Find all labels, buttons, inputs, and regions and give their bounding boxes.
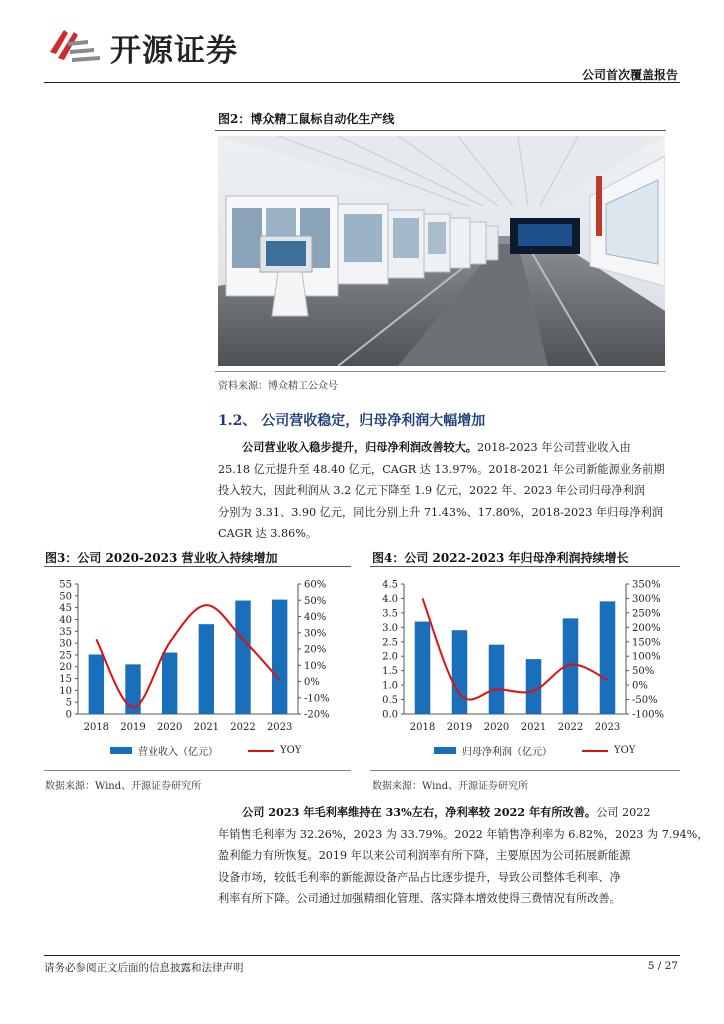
chart1-left-tick-label: 55 bbox=[59, 579, 72, 591]
chart2-left-tick-label: 2.5 bbox=[382, 637, 398, 649]
paragraph-margin-line4: 设备市场，较低毛利率的新能源设备产品占比逐步提升，导致公司整体毛利率、净 bbox=[218, 870, 621, 884]
production-line-photo bbox=[218, 136, 665, 366]
chart1-right-tick-label: 40% bbox=[304, 612, 327, 623]
chart2-bar bbox=[600, 601, 616, 714]
paragraph-revenue-line4: 分别为 3.31、3.90 亿元，同比分别上升 71.43%、17.80%，2018-2023 年归母净利润 bbox=[218, 505, 664, 519]
chart1-x-tick-label: 2018 bbox=[83, 722, 110, 733]
chart2-left-tick-label: 4.5 bbox=[382, 579, 398, 591]
chart2-x-tick-label: 2018 bbox=[409, 722, 436, 733]
company-name: 开源证券 bbox=[110, 33, 238, 69]
chart1-right-tick-label: 20% bbox=[304, 644, 327, 656]
chart2-x-tick-label: 2022 bbox=[557, 722, 584, 733]
chart2-bar bbox=[489, 645, 505, 714]
figure3-source: 数据来源：Wind、开源证券研究所 bbox=[45, 781, 202, 792]
chart2-legend-bar-label: 归母净利润（亿元） bbox=[462, 747, 552, 758]
chart2-left-tick-label: 3.0 bbox=[382, 622, 398, 634]
chart2-x-tick-label: 2020 bbox=[483, 722, 510, 733]
figure4-title: 图4：公司 2022-2023 年归母净利润持续增长 bbox=[372, 551, 629, 565]
chart1-left-tick-label: 40 bbox=[59, 614, 72, 626]
figure4-bottom-rule bbox=[370, 770, 680, 771]
chart1-left-tick-label: 25 bbox=[59, 650, 72, 662]
chart1-x-tick-label: 2019 bbox=[120, 722, 146, 733]
paragraph-margin-lead: 公司 2023 年毛利率维持在 33%左右，净利率较 2022 年有所改善。 bbox=[242, 805, 597, 819]
chart1-bar bbox=[89, 654, 104, 714]
chart1-bar bbox=[199, 624, 214, 714]
chart2-right-tick-label: 50% bbox=[632, 666, 655, 678]
chart2-legend bbox=[434, 743, 635, 758]
paragraph-revenue bbox=[218, 437, 680, 545]
chart2-left-tick-label: 3.5 bbox=[382, 608, 398, 620]
chart1-right-tick-label: 30% bbox=[304, 628, 327, 640]
chart2-yoy-line bbox=[423, 598, 608, 699]
chart2-x-tick-label: 2021 bbox=[520, 722, 547, 733]
revenue-chart bbox=[44, 572, 354, 768]
chart1-left-tick-label: 30 bbox=[59, 638, 72, 650]
paragraph-margin-line5: 利率有所下降。公司通过加强精细化管理、落实降本增效使得三费情况有所改善。 bbox=[218, 892, 621, 905]
chart2-right-tick-label: 350% bbox=[632, 579, 661, 591]
chart2-bar bbox=[526, 659, 542, 714]
chart2-bar bbox=[452, 630, 468, 714]
chart1-x-tick-label: 2021 bbox=[193, 722, 220, 733]
figure4-source: 数据来源：Wind、开源证券研究所 bbox=[372, 781, 529, 792]
chart2-left-tick-label: 0.0 bbox=[382, 709, 398, 721]
chart1-legend-bar-swatch bbox=[110, 747, 132, 754]
chart1-right-tick-label: 10% bbox=[304, 660, 327, 672]
chart2-right-tick-label: -50% bbox=[632, 695, 658, 707]
figure2-bottom-rule bbox=[215, 371, 666, 372]
chart2-legend-line-swatch bbox=[582, 750, 608, 752]
chart2-left-tick-label: 1.5 bbox=[382, 666, 398, 678]
chart2-left-tick-label: 2.0 bbox=[382, 651, 398, 663]
footer-disclaimer: 请务必参阅正文后面的信息披露和法律声明 bbox=[44, 962, 244, 974]
chart1-left-tick-label: 5 bbox=[65, 697, 72, 709]
figure4-rule bbox=[370, 566, 680, 567]
chart1-right-tick-label: 60% bbox=[304, 579, 327, 591]
net-profit-chart bbox=[370, 572, 682, 768]
chart2-right-tick-label: 0% bbox=[632, 680, 648, 692]
chart1-bar bbox=[235, 601, 250, 714]
header-rule bbox=[44, 82, 680, 83]
paragraph-revenue-lead: 公司营业收入稳步提升，归母净利润改善较大。 bbox=[242, 440, 477, 454]
chart1-yoy-line bbox=[96, 605, 279, 707]
chart2-x-tick-label: 2023 bbox=[594, 722, 621, 733]
chart1-left-tick-label: 15 bbox=[59, 674, 72, 686]
footer-rule bbox=[44, 955, 680, 956]
chart1-x-tick-label: 2022 bbox=[230, 722, 256, 733]
chart1-legend-bar-label: 营业收入（亿元） bbox=[138, 747, 218, 758]
chart1-right-tick-label: 0% bbox=[304, 677, 320, 688]
chart1-legend-line-label: YOY bbox=[280, 745, 302, 756]
chart1-right-tick-label: 50% bbox=[304, 595, 327, 607]
chart1-left-tick-label: 35 bbox=[59, 626, 72, 638]
paragraph-margin-line2: 年销售毛利率为 32.26%，2023 为 33.79%。2022 年销售净利率为 6.82%，2023 为 7.94%， bbox=[218, 827, 709, 841]
figure2-source: 资料来源：博众精工公众号 bbox=[218, 381, 338, 392]
chart2-right-tick-label: 100% bbox=[632, 651, 661, 663]
chart2-legend-bar-swatch bbox=[434, 747, 456, 754]
chart2-right-tick-label: -100% bbox=[632, 709, 664, 721]
chart1-x-tick-label: 2023 bbox=[266, 722, 293, 733]
figure3-rule bbox=[44, 566, 351, 567]
chart1-legend bbox=[110, 743, 301, 758]
chart1-legend-line-swatch bbox=[248, 750, 274, 752]
chart1-bar bbox=[162, 653, 177, 714]
chart2-right-tick-label: 250% bbox=[632, 608, 661, 620]
report-type: 公司首次覆盖报告 bbox=[581, 68, 678, 82]
chart1-left-tick-label: 45 bbox=[59, 603, 72, 615]
figure2-title: 图2：博众精工鼠标自动化生产线 bbox=[218, 112, 395, 126]
chart2-bar bbox=[415, 622, 431, 714]
chart1-right-tick-label: -20% bbox=[304, 709, 330, 721]
chart2-right-tick-label: 150% bbox=[632, 637, 661, 649]
page-number: 5 / 27 bbox=[647, 960, 678, 972]
paragraph-margin bbox=[218, 802, 709, 910]
chart1-left-tick-label: 0 bbox=[65, 709, 72, 721]
figure2-rule bbox=[215, 130, 666, 131]
chart1-left-tick-label: 20 bbox=[59, 662, 72, 674]
chart2-left-tick-label: 4.0 bbox=[382, 593, 398, 605]
chart1-left-tick-label: 50 bbox=[59, 591, 72, 603]
chart2-legend-line-label: YOY bbox=[614, 745, 636, 756]
paragraph-revenue-line2: 25.18 亿元提升至 48.40 亿元，CAGR 达 13.97%。2018-2021 年公司新能源业务前期 bbox=[218, 462, 665, 476]
paragraph-revenue-line5: CAGR 达 3.86%。 bbox=[218, 527, 318, 540]
figure3-bottom-rule bbox=[44, 770, 351, 771]
paragraph-revenue-line1: 2018-2023 年公司营业收入由 bbox=[476, 441, 631, 454]
chart2-left-tick-label: 1.0 bbox=[382, 680, 398, 692]
paragraph-margin-line1: 公司 2022 bbox=[596, 806, 651, 819]
chart1-x-tick-label: 2020 bbox=[156, 722, 183, 733]
chart1-bar bbox=[272, 600, 287, 714]
section-heading: 1.2、 公司营收稳定，归母净利润大幅增加 bbox=[218, 413, 486, 429]
chart1-left-tick-label: 10 bbox=[59, 685, 72, 697]
chart2-right-tick-label: 200% bbox=[632, 622, 661, 634]
chart2-x-tick-label: 2019 bbox=[446, 722, 473, 733]
chart2-left-tick-label: 0.5 bbox=[382, 695, 398, 707]
company-logo bbox=[44, 22, 104, 66]
chart1-right-tick-label: -10% bbox=[304, 693, 330, 705]
paragraph-revenue-line3: 投入较大，因此利润从 3.2 亿元下降至 1.9 亿元，2022 年、2023 年公司归母净利润 bbox=[218, 484, 646, 497]
figure3-title: 图3：公司 2020-2023 营业收入持续增加 bbox=[45, 551, 278, 565]
chart2-right-tick-label: 300% bbox=[632, 593, 661, 605]
paragraph-margin-line3: 盈利能力有所恢复。2019 年以来公司利润率有所下降，主要原因为公司拓展新能源 bbox=[218, 849, 631, 862]
